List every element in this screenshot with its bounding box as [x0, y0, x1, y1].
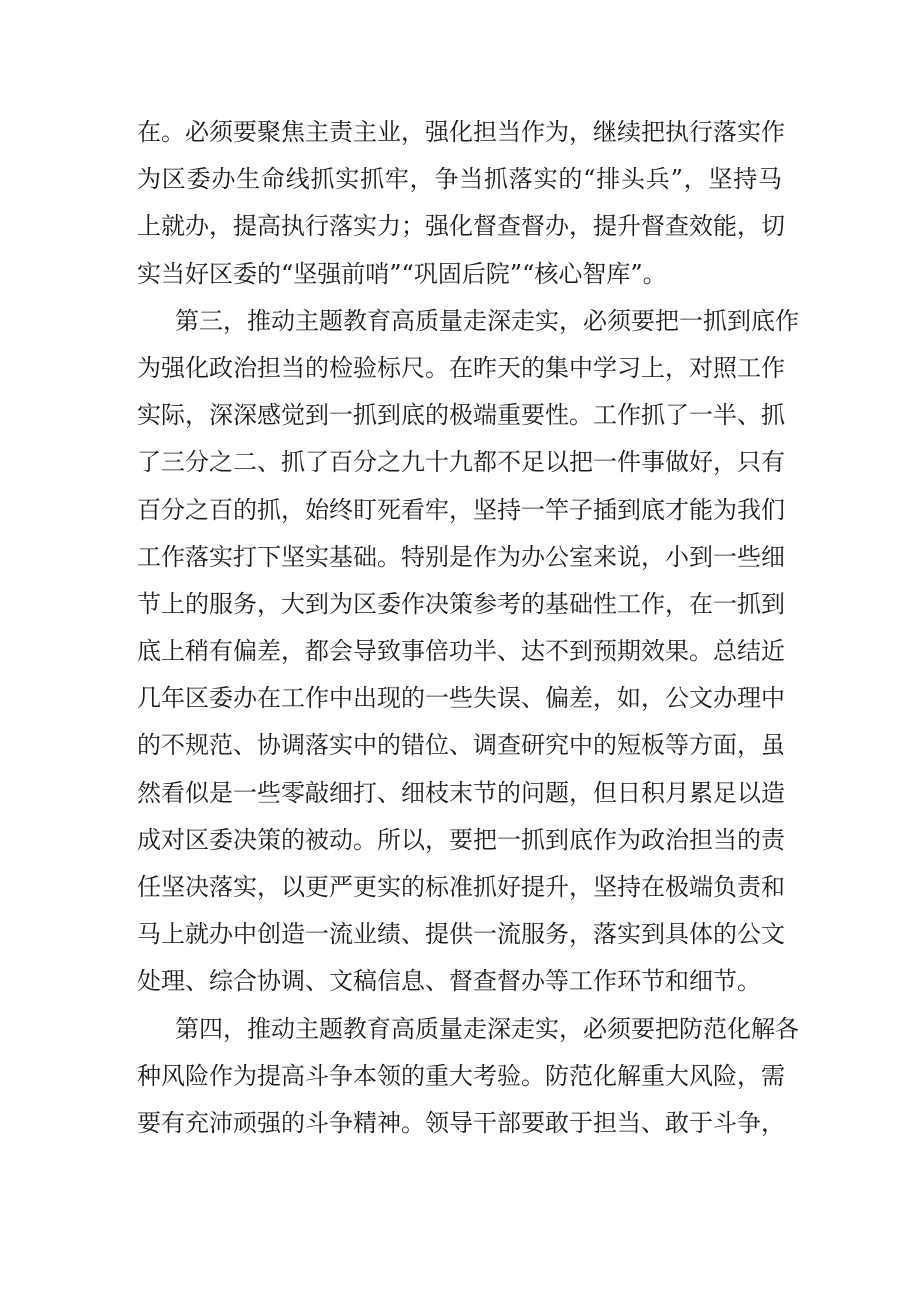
text-line: 工作落实打下坚实基础。特别是作为办公室来说，小到一些细 [137, 542, 785, 571]
text-line: 节上的服务，大到为区委作决策参考的基础性工作，在一抓到 [137, 589, 785, 618]
text-line: 处理、综合协调、文稿信息、督查督办等工作环节和细节。 [137, 967, 761, 996]
text-line: 底上稍有偏差，都会导致事倍功半、达不到预期效果。总结近 [137, 637, 785, 666]
text-line: 要有充沛顽强的斗争精神。领导干部要敢于担当、敢于斗争， [137, 1108, 785, 1137]
text-line: 马上就办中创造一流业绩、提供一流服务，落实到具体的公文 [137, 920, 785, 949]
paragraph-start-line: 第四，推动主题教育高质量走深走实，必须要把防范化解各 [175, 1014, 799, 1043]
text-line: 百分之百的抓，始终盯死看牢，坚持一竿子插到底才能为我们 [137, 495, 785, 524]
text-line: 上就办，提高执行落实力；强化督查督办，提升督查效能，切 [137, 212, 785, 241]
text-line: 了三分之二、抓了百分之九十九都不足以把一件事做好，只有 [137, 448, 785, 477]
body-text [137, 109, 799, 1147]
text-line: 任坚决落实，以更严更实的标准抓好提升，坚持在极端负责和 [137, 873, 785, 901]
text-line: 实当好区委的“坚强前哨”“巩固后院”“核心智库”。 [137, 259, 667, 288]
text-line: 然看似是一些零敲细打、细枝末节的问题，但日积月累足以造 [137, 778, 785, 807]
text-line: 种风险作为提高斗争本领的重大考验。防范化解重大风险，需 [137, 1061, 785, 1090]
text-line: 在。必须要聚焦主责主业，强化担当作为，继续把执行落实作 [137, 118, 785, 146]
text-line: 为区委办生命线抓实抓牢，争当抓落实的“排头兵”，坚持马 [137, 165, 782, 194]
paragraph-start-line: 第三，推动主题教育高质量走深走实，必须要把一抓到底作 [175, 306, 799, 335]
text-line: 几年区委办在工作中出现的一些失误、偏差，如，公文办理中 [137, 684, 785, 713]
text-line: 实际，深深感觉到一抓到底的极端重要性。工作抓了一半、抓 [137, 401, 785, 430]
text-line: 成对区委决策的被动。所以，要把一抓到底作为政治担当的责 [137, 825, 785, 854]
text-line: 为强化政治担当的检验标尺。在昨天的集中学习上，对照工作 [137, 353, 785, 382]
text-line: 的不规范、协调落实中的错位、调查研究中的短板等方面，虽 [137, 731, 785, 760]
